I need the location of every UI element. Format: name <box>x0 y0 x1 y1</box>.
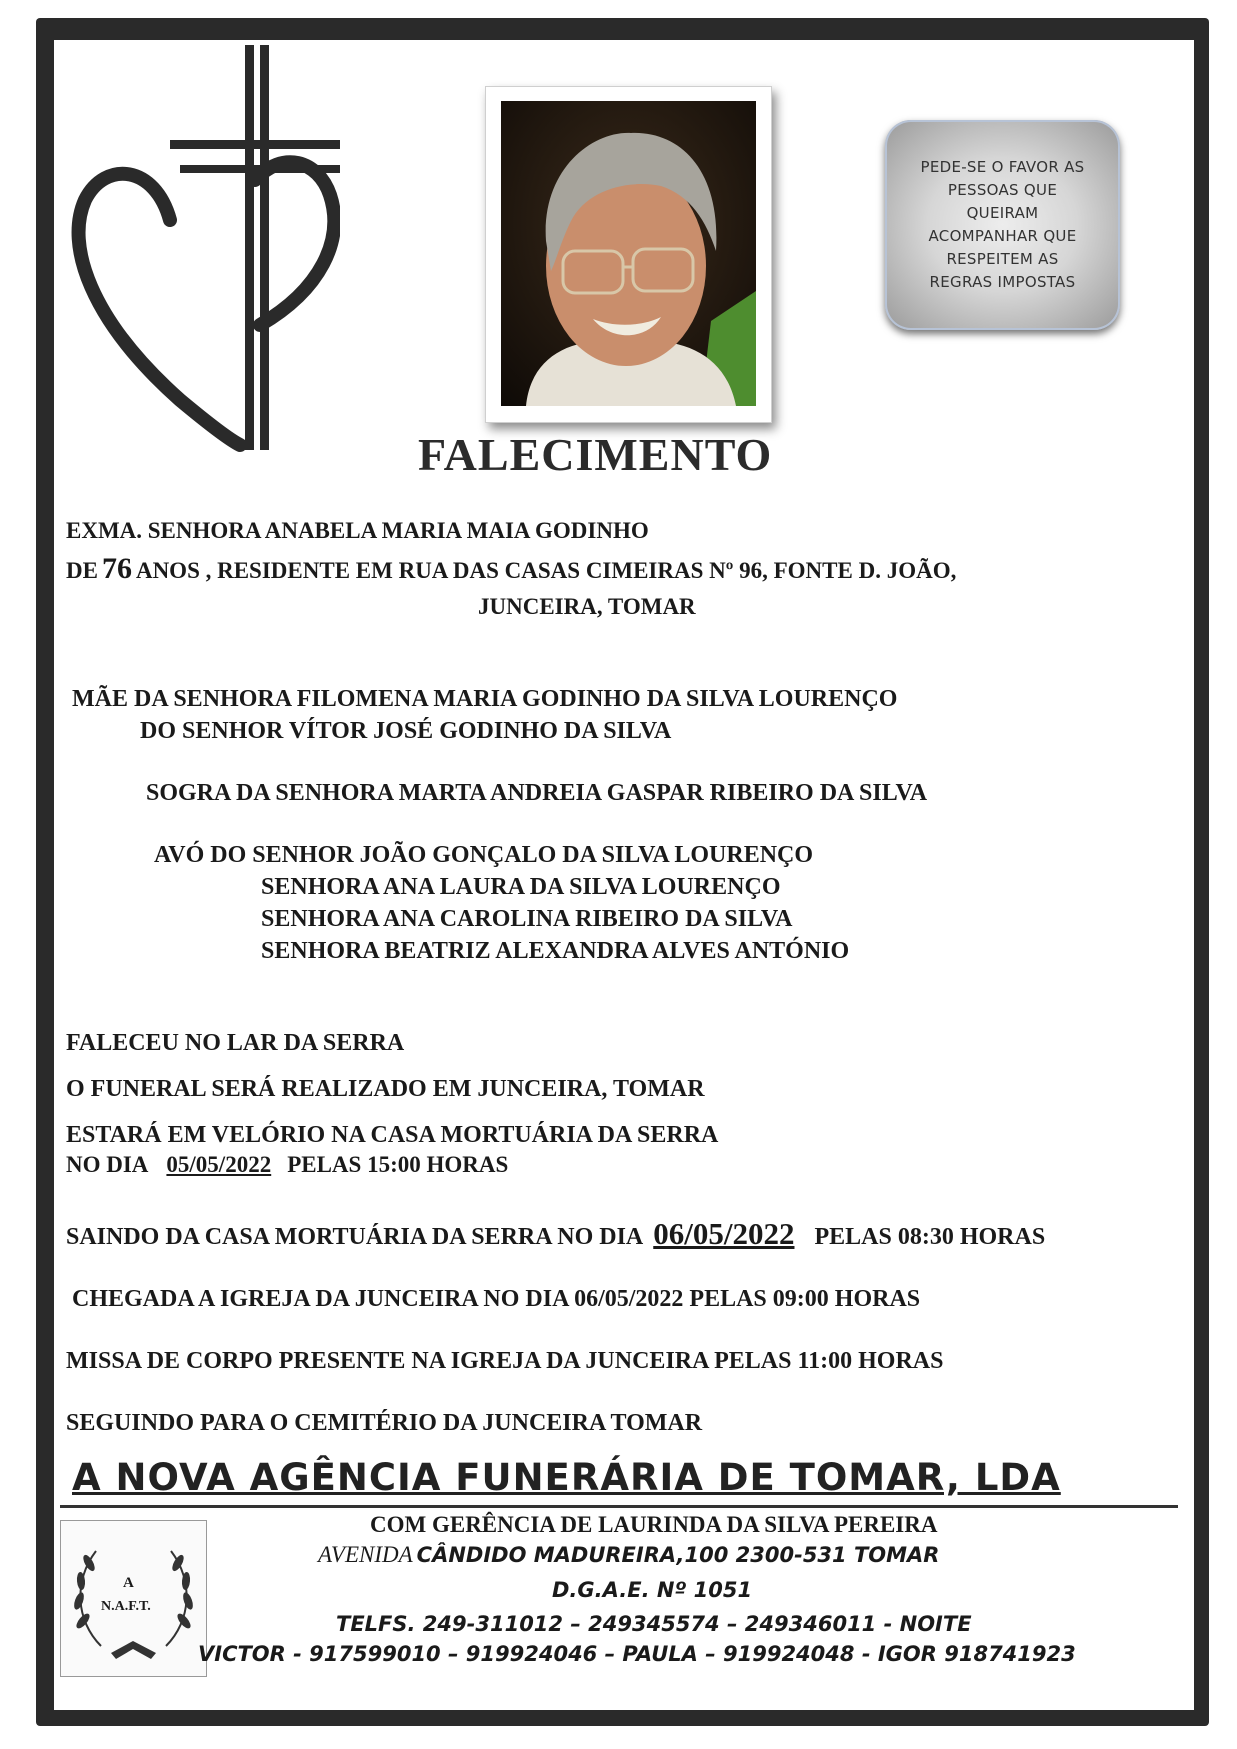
address-text: ANOS , RESIDENTE EM RUA DAS CASAS CIMEIRAS Nº 96, FONTE D. JOÃO, <box>135 558 957 583</box>
gerencia-line: COM GERÊNCIA DE LAURINDA DA SILVA PEREIRA <box>370 1512 938 1537</box>
agency-logo <box>60 1520 207 1677</box>
avo-line-1: AVÓ DO SENHOR JOÃO GONÇALO DA SILVA LOURENÇO <box>154 842 814 868</box>
deceased-photo-frame <box>485 86 772 423</box>
chegada-line: CHEGADA A IGREJA DA JUNCEIRA NO DIA 06/05/2022 PELAS 09:00 HORAS <box>72 1286 921 1312</box>
avo-line-4: SENHORA BEATRIZ ALEXANDRA ALVES ANTÓNIO <box>261 938 850 964</box>
address-prefix: AVENIDA <box>318 1542 413 1567</box>
mae-line-1: MÃE DA SENHORA FILOMENA MARIA GODINHO DA SILVA LOURENÇO <box>72 686 898 712</box>
divider <box>60 1505 1178 1508</box>
notice-box <box>885 120 1120 330</box>
missa-line: MISSA DE CORPO PRESENTE NA IGREJA DA JUNCEIRA PELAS 11:00 HORAS <box>66 1348 944 1374</box>
address-value: CÂNDIDO MADUREIRA,100 2300-531 TOMAR <box>416 1543 940 1567</box>
sogra-line: SOGRA DA SENHORA MARTA ANDREIA GASPAR RIBEIRO DA SILVA <box>146 780 928 806</box>
cross-heart-icon <box>60 40 340 470</box>
agency-name: A NOVA AGÊNCIA FUNERÁRIA DE TOMAR, LDA <box>72 1456 1061 1499</box>
deceased-age-address <box>66 552 956 586</box>
velorio-date-line <box>66 1152 508 1178</box>
saindo-line <box>66 1216 1045 1252</box>
deceased-name: EXMA. SENHORA ANABELA MARIA MAIA GODINHO <box>66 518 649 543</box>
saindo-prefix: SAINDO DA CASA MORTUÁRIA DA SERRA NO DIA <box>66 1224 644 1250</box>
velorio-line: ESTARÁ EM VELÓRIO NA CASA MORTUÁRIA DA SERRA <box>66 1122 719 1148</box>
page-title: FALECIMENTO <box>418 429 773 480</box>
contactos-line: VICTOR - 917599010 – 919924046 – PAULA – 919924048 - IGOR 918741923 <box>198 1642 1076 1666</box>
dgae-line: D.G.A.E. Nº 1051 <box>552 1578 753 1602</box>
address-line <box>318 1542 939 1568</box>
age-value: 76 <box>101 552 132 585</box>
telefones-line: TELFS. 249-311012 – 249345574 – 249346011 - NOITE <box>336 1612 972 1636</box>
funeral-line: O FUNERAL SERÁ REALIZADO EM JUNCEIRA, TOMAR <box>66 1076 705 1102</box>
avo-line-3: SENHORA ANA CAROLINA RIBEIRO DA SILVA <box>261 906 793 932</box>
velorio-time: PELAS 15:00 HORAS <box>287 1152 509 1177</box>
avo-line-2: SENHORA ANA LAURA DA SILVA LOURENÇO <box>261 874 781 900</box>
saindo-date: 06/05/2022 <box>653 1216 795 1251</box>
notice-text: PEDE-SE O FAVOR AS PESSOAS QUE QUEIRAM ACOMPANHAR QUE RESPEITEM AS REGRAS IMPOSTAS <box>920 158 1085 291</box>
faleceu-line: FALECEU NO LAR DA SERRA <box>66 1030 405 1056</box>
logo-initials: N.A.F.T. <box>101 1599 151 1614</box>
logo-letter: A <box>123 1575 134 1591</box>
mae-line-2: DO SENHOR VÍTOR JOSÉ GODINHO DA SILVA <box>140 718 672 744</box>
address-town: JUNCEIRA, TOMAR <box>478 594 696 619</box>
seguindo-line: SEGUINDO PARA O CEMITÉRIO DA JUNCEIRA TOMAR <box>66 1410 703 1436</box>
velorio-date: 05/05/2022 <box>166 1152 272 1177</box>
saindo-time: PELAS 08:30 HORAS <box>814 1224 1046 1250</box>
velorio-day-prefix: NO DIA <box>66 1152 149 1177</box>
age-prefix: DE <box>66 558 98 583</box>
deceased-photo <box>501 101 756 406</box>
